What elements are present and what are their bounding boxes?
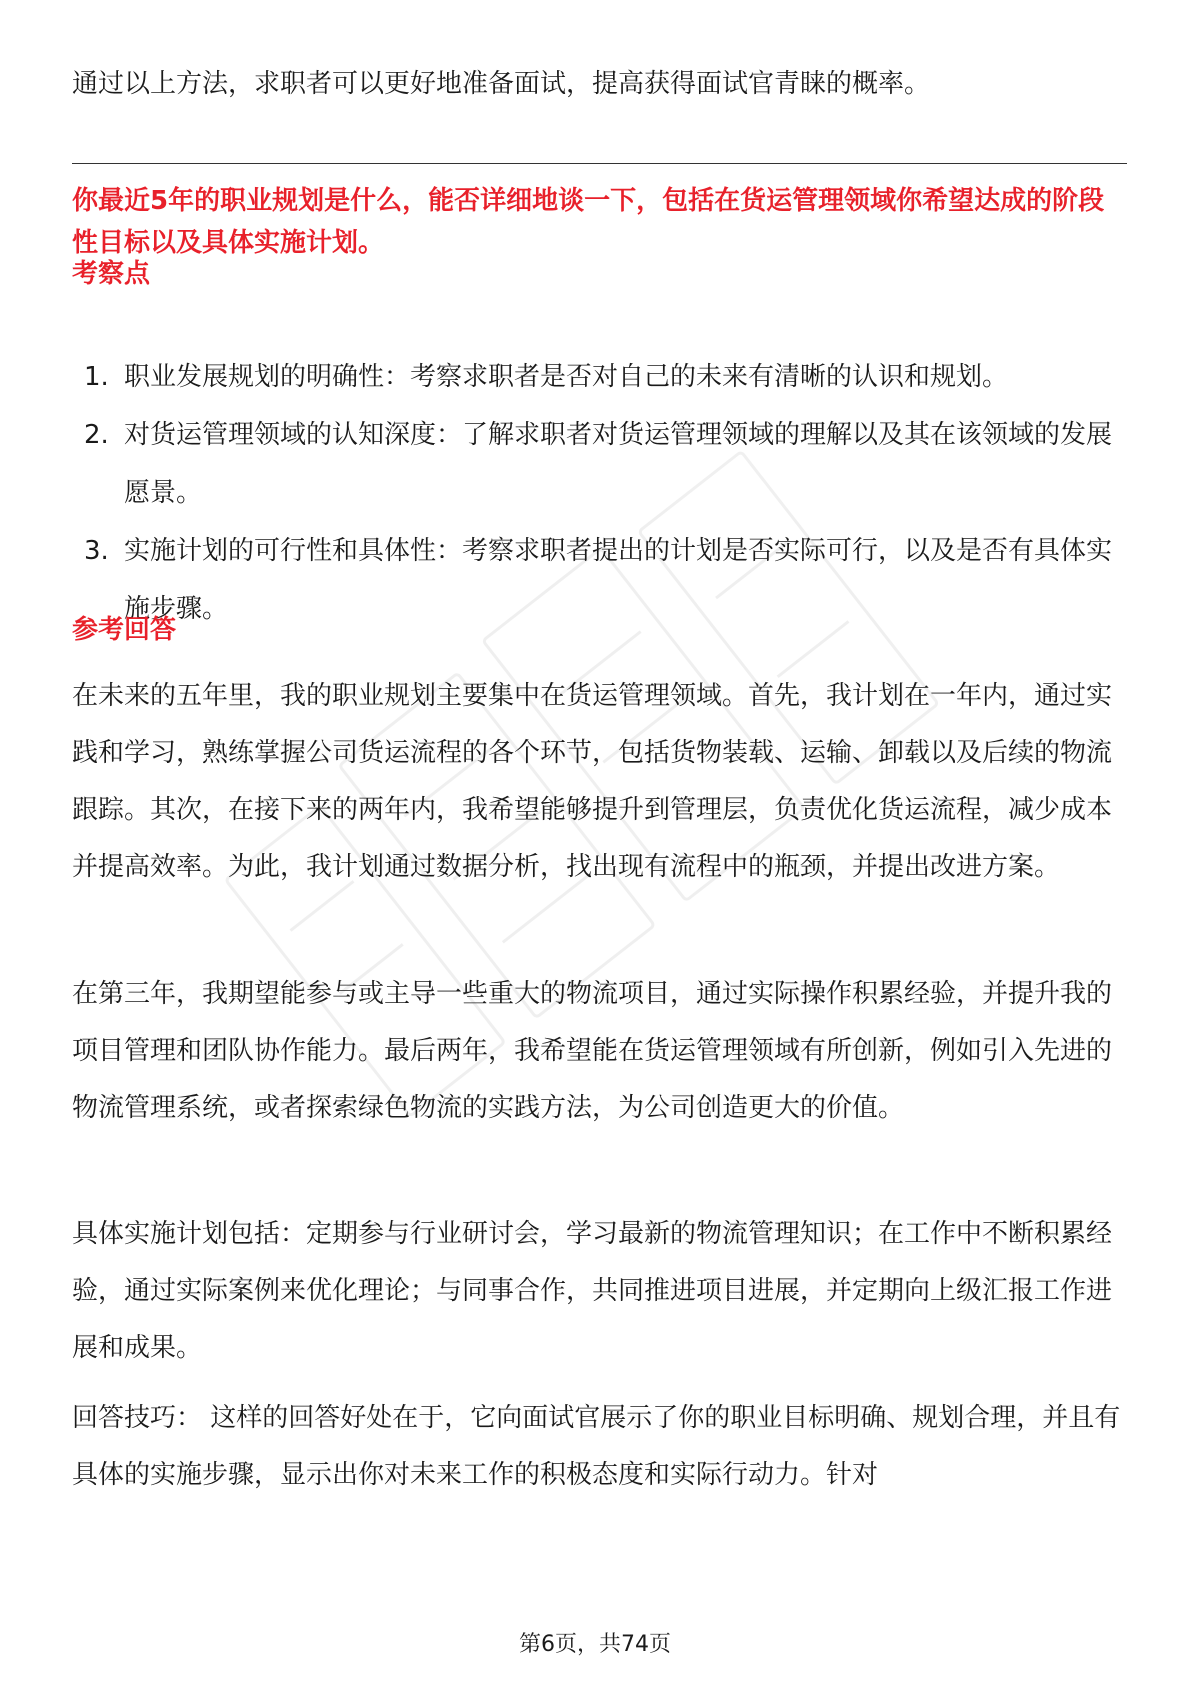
list-item-number: 3. [84,536,109,566]
answer-paragraph: 在第三年，我期望能参与或主导一些重大的物流项目，通过实际操作积累经验，并提升我的项目管理和团队协作能力。最后两年，我希望能在货运管理领域有所创新，例如引入先进的物流管理系统，或者探索绿色物流的实践方法，为公司创造更大的价值。 [72,979,1113,1123]
answer-paragraph: 在未来的五年里，我的职业规划主要集中在货运管理领域。首先，我计划在一年内，通过实践和学习，熟练掌握公司货运流程的各个环节，包括货物装载、运输、卸载以及后续的物流跟踪。其次，在接下来的两年内，我希望能够提升到管理层，负责优化货运流程，减少成本并提高效率。为此，我计划通过数据分析，找出现有流程中的瓶颈，并提出改进方案。 [72,681,1113,882]
list-item [72,348,1127,406]
points-heading: 考察点 [72,259,151,289]
list-item-number: 1. [84,362,109,392]
list-item [72,406,1127,522]
page-number-footer: 第6页，共74页 [519,1632,671,1657]
points-list [72,348,1127,638]
list-item-number: 2. [84,420,109,450]
answer-tips-paragraph: 回答技巧： 这样的回答好处在于，它向面试官展示了你的职业目标明确、规划合理，并且有具体的实施步骤，显示出你对未来工作的积极态度和实际行动力。针对 [72,1403,1121,1490]
list-item-text: 实施计划的可行性和具体性：考察求职者提出的计划是否实际可行，以及是否有具体实施步骤。 [124,536,1113,624]
answer-heading: 参考回答 [72,615,177,645]
answer-paragraph: 具体实施计划包括：定期参与行业研讨会，学习最新的物流管理知识；在工作中不断积累经验，通过实际案例来优化理论；与同事合作，共同推进项目进展，并定期向上级汇报工作进展和成果。 [72,1219,1113,1363]
list-item [72,522,1127,638]
question-heading: 你最近5年的职业规划是什么，能否详细地谈一下，包括在货运管理领域你希望达成的阶段性目标以及具体实施计划。 [72,186,1105,258]
list-item-text: 职业发展规划的明确性：考察求职者是否对自己的未来有清晰的认识和规划。 [124,362,1009,392]
section-divider [72,163,1127,164]
intro-paragraph: 通过以上方法，求职者可以更好地准备面试，提高获得面试官青睐的概率。 [72,69,931,99]
list-item-text: 对货运管理领域的认知深度：了解求职者对货运管理领域的理解以及其在该领域的发展愿景。 [124,420,1113,508]
